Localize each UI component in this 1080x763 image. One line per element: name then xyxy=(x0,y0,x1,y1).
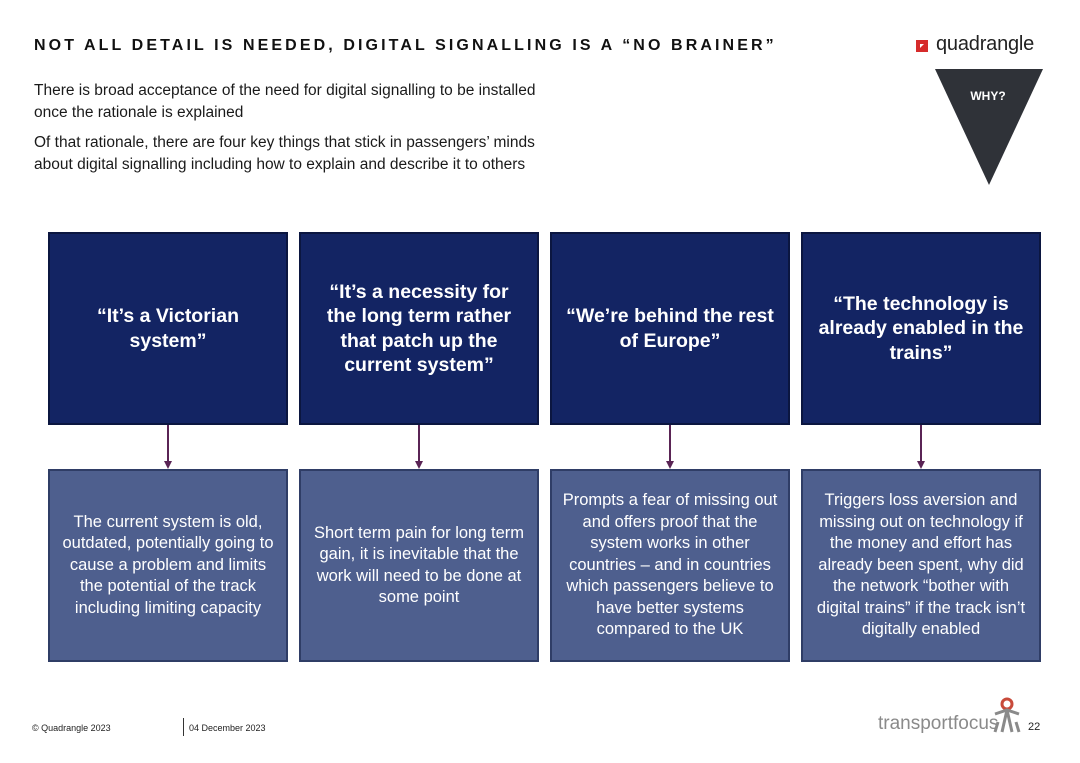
intro-paragraph-2: Of that rationale, there are four key things that stick in passengers’ minds about digital signalling including how to explain and describe it to others xyxy=(34,134,535,173)
desc-box-victorian: The current system is old, outdated, potentially going to cause a problem and limits the potential of the track including limiting capacity xyxy=(48,469,288,662)
intro-paragraph-1: There is broad acceptance of the need for digital signalling to be installed once the rationale is explained xyxy=(34,82,536,121)
quadrangle-logo-text: quadrangle xyxy=(936,33,1035,55)
page-number: 22 xyxy=(1028,721,1041,733)
quote-box-necessity: “It’s a necessity for the long term rather that patch up the current system” xyxy=(299,232,539,425)
footer-date: 04 December 2023 xyxy=(189,723,266,733)
transport-focus-logo xyxy=(878,713,998,735)
transport-focus-logo-light: transport xyxy=(878,713,953,734)
intro-text xyxy=(34,80,554,184)
desc-box-europe: Prompts a fear of missing out and offers proof that the system works in other countries – and in countries which passengers believe to have better systems compared to the UK xyxy=(550,469,790,662)
transport-focus-figure-icon xyxy=(992,696,1022,734)
arrow-down-icon xyxy=(163,425,173,469)
footer-divider xyxy=(183,718,184,736)
arrow-down-icon xyxy=(916,425,926,469)
quadrangle-logo xyxy=(916,33,1034,56)
arrow-down-icon xyxy=(665,425,675,469)
why-triangle-icon xyxy=(935,69,1043,185)
page-title: NOT ALL DETAIL IS NEEDED, DIGITAL SIGNALLING IS A “NO BRAINER” xyxy=(34,37,777,54)
quote-box-victorian: “It’s a Victorian system” xyxy=(48,232,288,425)
desc-box-necessity: Short term pain for long term gain, it is inevitable that the work will need to be done at some point xyxy=(299,469,539,662)
desc-box-technology: Triggers loss aversion and missing out on technology if the money and effort has already been spent, why did the network “bother with digital trains” if the track isn’t digitally enabled xyxy=(801,469,1041,662)
why-label: WHY? xyxy=(970,89,1006,103)
quote-box-europe: “We’re behind the rest of Europe” xyxy=(550,232,790,425)
transport-focus-logo-bold: focus xyxy=(952,713,999,734)
quote-box-technology: “The technology is already enabled in the trains” xyxy=(801,232,1041,425)
quadrangle-logo-icon xyxy=(916,38,930,52)
copyright-text: © Quadrangle 2023 xyxy=(32,723,111,733)
arrow-down-icon xyxy=(414,425,424,469)
